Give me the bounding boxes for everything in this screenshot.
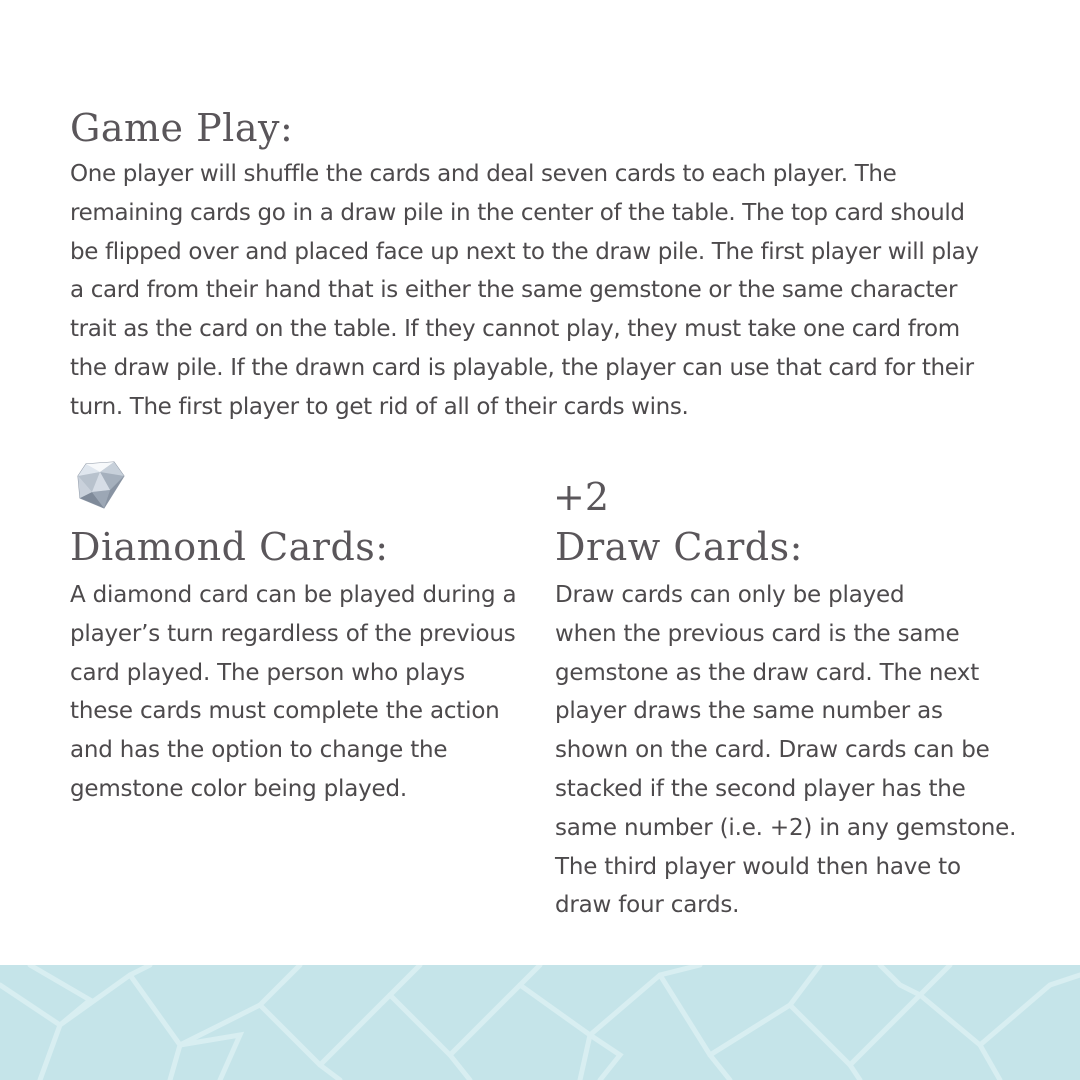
- game-play-heading: Game Play:: [70, 106, 294, 150]
- draw-cards-heading: Draw Cards:: [555, 525, 803, 569]
- diamond-cards-text: A diamond card can be played during a player’s turn regardless of the previous card played. The person who plays these cards must complete the action and has the option to change the gemstone color being played.: [70, 582, 517, 802]
- footer-pattern-band: [0, 965, 1080, 1080]
- diamond-cards-heading: Diamond Cards:: [70, 525, 389, 569]
- diamond-gem-icon: [74, 458, 126, 510]
- plus-two-icon: +2: [553, 475, 610, 519]
- game-play-text: One player will shuffle the cards and deal seven cards to each player. The remaining cards go in a draw pile in the center of the table. The top card should be flipped over and placed face up next to the draw pile. The first player will play a card from their hand that is either the same gemstone or the same character trait as the card on the table. If they cannot play, they must take one card from the draw pile. If the drawn card is playable, the player can use that card for their turn. The first player to get rid of all of their cards wins.: [70, 161, 979, 420]
- draw-cards-text: Draw cards can only be played when the previous card is the same gemstone as the draw card. The next player draws the same number as shown on the card. Draw cards can be stacked if the second player has the same number (i.e. +2) in any gemstone. The third player would then have to draw four cards.: [555, 582, 1017, 919]
